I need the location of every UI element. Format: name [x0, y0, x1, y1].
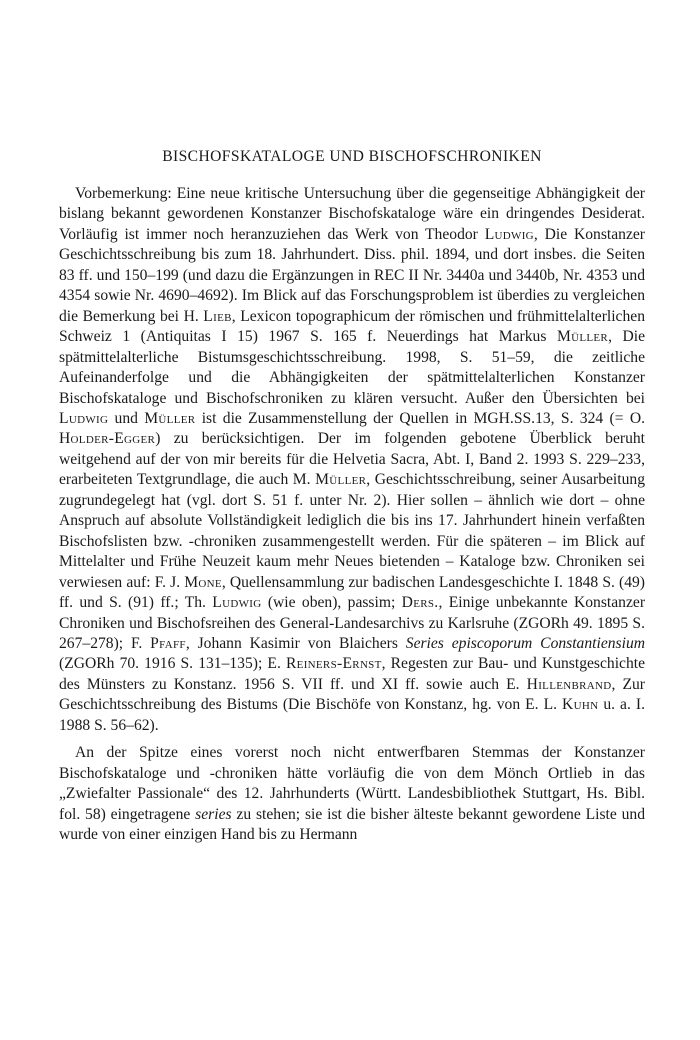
text-run: (ZGORh 70. 1916 S. 131–135); E. — [59, 655, 286, 673]
text-run: , Quellensammlung zur badischen Landesgeschichte I. 1848 S. (49) ff. und S. (91) ff.; Th. — [59, 573, 645, 612]
text-run: , Einige unbekannte Konstanzer Chroniken und Bischofsreihen des General-Landesarchivs zu Karlsruhe (ZGORh 49. 1895 S. 267–278); F. — [59, 594, 646, 652]
author-name: Müller — [144, 409, 196, 427]
text-run: ist die Zusammenstellung der Quellen in MGH.SS.13, S. 324 (= O. — [195, 409, 646, 427]
text-run: Vorbemerkung: Eine neue kritische Untersuchung über die gegenseitige Abhängigkeit der bislang bekannt gewordenen Konstanzer Bischofskataloge wäre ein dringendes Desiderat. Vorläufig ist immer noch heranzuziehen das Werk von Theodor — [59, 185, 645, 243]
section-heading: BISCHOFSKATALOGE UND BISCHOFSCHRONIKEN — [162, 148, 542, 165]
author-name: Mone — [184, 573, 222, 591]
work-title: Series episcoporum Constantiensium — [405, 634, 645, 652]
paragraph-preliminary-remark — [59, 184, 645, 736]
text-run: und — [108, 409, 145, 427]
author-name: Ludwig — [59, 409, 109, 427]
text-run: , Lexicon topographicum der römischen und frühmittelalterlichen Schweiz 1 (Antiquitas I 15) 1967 S. 165 f. Neuerdings hat Markus — [59, 307, 645, 346]
author-name: Müller — [556, 328, 609, 346]
author-name: Müller — [315, 471, 367, 489]
document-page — [59, 0, 645, 1040]
paragraph-stemma — [59, 743, 645, 845]
text-run: , Geschichtsschreibung, seiner Ausarbeitung zugrundegelegt hat (vgl. dort S. 51 f. unter Nr. 2). Hier sollen – ähnlich wie dort – ohne Anspruch auf absolute Vollständigkeit lediglich die bis ins 17. Jahrhundert hinein verfaßten Bischofslisten bzw. -chroniken zusammengestellt werden. Für die späteren – im Blick auf Mittelalter und Frühe Neuzeit kaum mehr Neues bietenden – Kataloge bzw. Chroniken sei verwiesen auf: F. J. — [59, 471, 645, 591]
text-run: , Die spätmittelalterliche Bistumsgeschichtsschreibung. 1998, S. 51–59, die zeitliche Aufeinanderfolge und die Abhängigkeiten der spätmittelalterlichen Konstanzer Bischofskataloge und Bischofschroniken zu klären versucht. Außer den Übersichten bei — [59, 328, 646, 407]
text-run: , Zur Geschichtsschreibung des Bistums (Die Bischöfe von Konstanz, hg. von E. L. — [59, 675, 645, 714]
text-run: u. a. I. 1988 S. 56–62). — [59, 696, 645, 734]
author-name: Holder-Egger — [59, 430, 156, 448]
author-name: Hillenbrand — [526, 675, 612, 693]
text-run: An der Spitze eines vorerst noch nicht entwerfbaren Stemmas der Konstanzer Bischofskataloge und -chroniken hätte vorläufig die von dem Mönch Ortlieb in das „Zwiefalter Passionale“ des 12. Jahrhunderts (Württ. Landesbibliothek Stuttgart, Hs. Bibl. fol. 58) eingetragene — [59, 744, 645, 823]
body-text — [59, 184, 645, 846]
author-name: Ludwig — [484, 225, 534, 243]
text-run: zu stehen; sie ist die bisher älteste bekannt gewordene Liste und wurde von einer einzigen Hand bis zu Hermann — [59, 805, 646, 844]
author-name: Reiners-Ernst — [285, 655, 382, 673]
author-name: Pfaff — [150, 634, 186, 652]
text-run: , Johann Kasimir von Blaichers — [185, 634, 406, 652]
text-run: ) zu berücksichtigen. Der im folgenden gebotene Überblick beruht weitgehend auf der von mir bereits für die Helvetia Sacra, Abt. I, Band 2. 1993 S. 229–233, erarbeiteten Textgrundlage, die auch M. — [59, 430, 645, 489]
author-name: Kuhn — [562, 696, 599, 714]
author-name: Lieb — [203, 307, 232, 325]
author-name: Ders. — [401, 594, 439, 612]
author-name: Ludwig — [212, 594, 262, 612]
text-run: , Regesten zur Bau- und Kunstgeschichte des Münsters zu Konstanz. 1956 S. VII ff. und XI ff. sowie auch E. — [59, 655, 645, 693]
text-run: (wie oben), passim; — [261, 594, 402, 612]
text-run: , Die Konstanzer Geschichtsschreibung bis zum 18. Jahrhundert. Diss. phil. 1894, und dort insbes. die Seiten 83 ff. und 150–199 (und dazu die Ergänzungen in REC II Nr. 3440a und 3440b, Nr. 4353 und 4354 sowie Nr. 4690–4692). Im Blick auf das Forschungsproblem ist überdies zu vergleichen die Bemerkung bei H. — [59, 225, 645, 325]
emphasis-series: series — [195, 805, 232, 823]
